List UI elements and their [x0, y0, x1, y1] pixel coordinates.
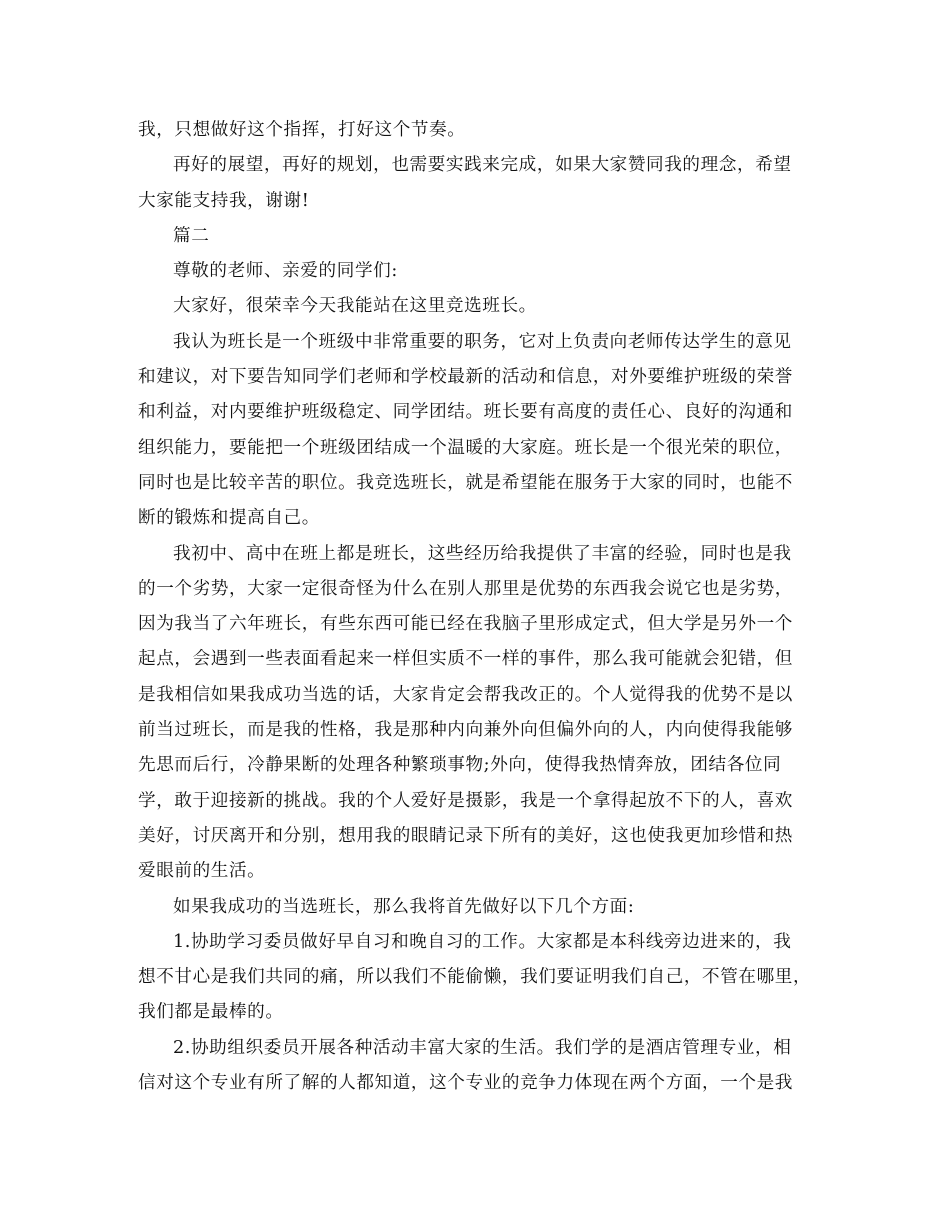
text-line: 我初中、高中在班上都是班长，这些经历给我提供了丰富的经验，同时也是我 [173, 543, 792, 564]
text-line: 和利益，对内要维护班级稳定、同学团结。班长要有高度的责任心、良好的沟通和 [138, 402, 793, 423]
text-line: 前当过班长，而是我的性格，我是那种内向兼外向但偏外向的人，内向使得我能够 [138, 720, 793, 741]
paragraph-p3 [138, 219, 816, 254]
text-line: 爱眼前的生活。 [138, 861, 266, 882]
text-line: 大家好，很荣幸今天我能站在这里竞选班长。 [173, 296, 537, 317]
text-line: 断的锻炼和提高自己。 [138, 508, 320, 529]
text-line: 学，敢于迎接新的挑战。我的个人爱好是摄影，我是一个拿得起放不下的人，喜欢 [138, 790, 793, 811]
text-line: 再好的展望，再好的规划，也需要实践来完成，如果大家赞同我的理念，希望 [173, 155, 792, 176]
text-line: 1.协助学习委员做好早自习和晚自习的工作。大家都是本科线旁边进来的，我 [173, 931, 792, 952]
text-line: 先思而后行，冷静果断的处理各种繁琐事物;外向，使得我热情奔放，团结各位同 [138, 755, 782, 776]
paragraph-p6 [138, 325, 816, 537]
text-line: 起点，会遇到一些表面看起来一样但实质不一样的事件，那么我可能就会犯错，但 [138, 649, 793, 670]
document-body [138, 113, 816, 1101]
text-line: 我认为班长是一个班级中非常重要的职务，它对上负责向老师传达学生的意见 [173, 331, 792, 352]
paragraph-p9 [138, 925, 816, 1031]
paragraph-p1 [138, 113, 816, 148]
paragraph-p7 [138, 537, 816, 890]
paragraph-p4 [138, 254, 816, 289]
paragraph-p8 [138, 890, 816, 925]
text-line: 我们都是最棒的。 [138, 1002, 284, 1023]
text-line: 大家能支持我，谢谢! [138, 190, 310, 211]
text-line: 我，只想做好这个指挥，打好这个节奏。 [138, 120, 466, 140]
text-line: 美好，讨厌离开和分别，想用我的眼睛记录下所有的美好，这也使我更加珍惜和热 [138, 825, 793, 846]
text-line: 2.协助组织委员开展各种活动丰富大家的生活。我们学的是酒店管理专业，相 [173, 1037, 792, 1058]
text-line: 想不甘心是我们共同的痛，所以我们不能偷懒，我们要证明我们自己，不管在哪里， [138, 967, 812, 988]
text-line: 的一个劣势，大家一定很奇怪为什么在别人那里是优势的东西我会说它也是劣势， [138, 578, 793, 599]
text-line: 尊敬的老师、亲爱的同学们: [173, 261, 398, 282]
text-line: 信对这个专业有所了解的人都知道，这个专业的竞争力体现在两个方面，一个是我 [138, 1073, 793, 1094]
text-line: 组织能力，要能把一个班级团结成一个温暖的大家庭。班长是一个很光荣的职位， [138, 437, 793, 458]
text-line: 和建议，对下要告知同学们老师和学校最新的活动和信息，对外要维护班级的荣誉 [138, 367, 793, 388]
text-line: 同时也是比较辛苦的职位。我竞选班长，就是希望能在服务于大家的同时，也能不 [138, 472, 793, 493]
paragraph-p2 [138, 148, 816, 219]
text-line: 是我相信如果我成功当选的话，大家肯定会帮我改正的。个人觉得我的优势不是以 [138, 684, 793, 705]
text-line: 因为我当了六年班长，有些东西可能已经在我脑子里形成定式，但大学是另外一个 [138, 614, 793, 635]
text-line: 篇二 [173, 225, 210, 246]
paragraph-p10 [138, 1031, 816, 1102]
text-line: 如果我成功的当选班长，那么我将首先做好以下几个方面: [173, 896, 635, 917]
paragraph-p5 [138, 289, 816, 324]
